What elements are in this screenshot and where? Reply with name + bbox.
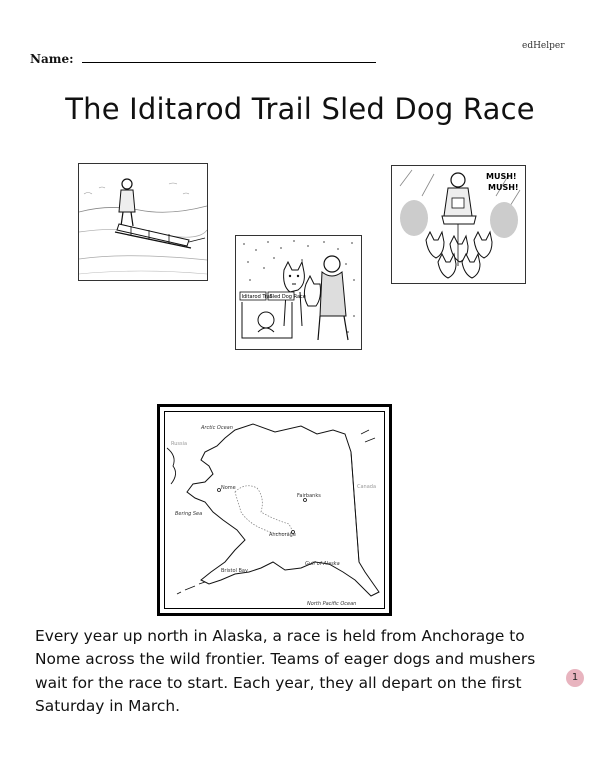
label-canada: Canada <box>357 484 377 490</box>
sled-illustration <box>78 163 208 281</box>
sign-left-text: Iditarod Trail <box>241 294 273 300</box>
name-field-row <box>30 52 376 66</box>
dogs-sign-illustration <box>235 235 362 350</box>
brand-label: edHelper <box>522 41 565 51</box>
map-border <box>164 411 385 609</box>
alaska-map <box>157 404 392 616</box>
label-bristol-bay: Bristol Bay <box>221 568 248 574</box>
sign-right-text: Sled Dog Race <box>269 294 306 300</box>
page-number-badge: 1 <box>566 669 584 687</box>
name-label: Name: <box>30 52 74 66</box>
mush-text-2: MUSH! <box>488 183 519 192</box>
label-arctic-ocean: Arctic Ocean <box>201 425 233 431</box>
label-anchorage: Anchorage <box>269 532 296 538</box>
mush-text-1: MUSH! <box>486 172 517 181</box>
name-line[interactable] <box>82 62 376 63</box>
label-fairbanks: Fairbanks <box>297 493 321 499</box>
label-nome: Nome <box>221 485 236 491</box>
label-gulf-of-alaska: Gulf of Alaska <box>305 561 340 567</box>
page-title: The Iditarod Trail Sled Dog Race <box>65 92 535 126</box>
label-north-pacific-ocean: North Pacific Ocean <box>307 601 357 607</box>
label-russia: Russia <box>171 441 188 447</box>
label-bering-sea: Bering Sea <box>175 511 203 517</box>
mush-illustration <box>391 165 526 284</box>
story-paragraph: Every year up north in Alaska, a race is held from Anchorage to Nome across the wild frontier. Teams of eager dogs and mushers wait for the race to start. Each year, they all depart on the first Saturday in March. <box>35 627 536 716</box>
